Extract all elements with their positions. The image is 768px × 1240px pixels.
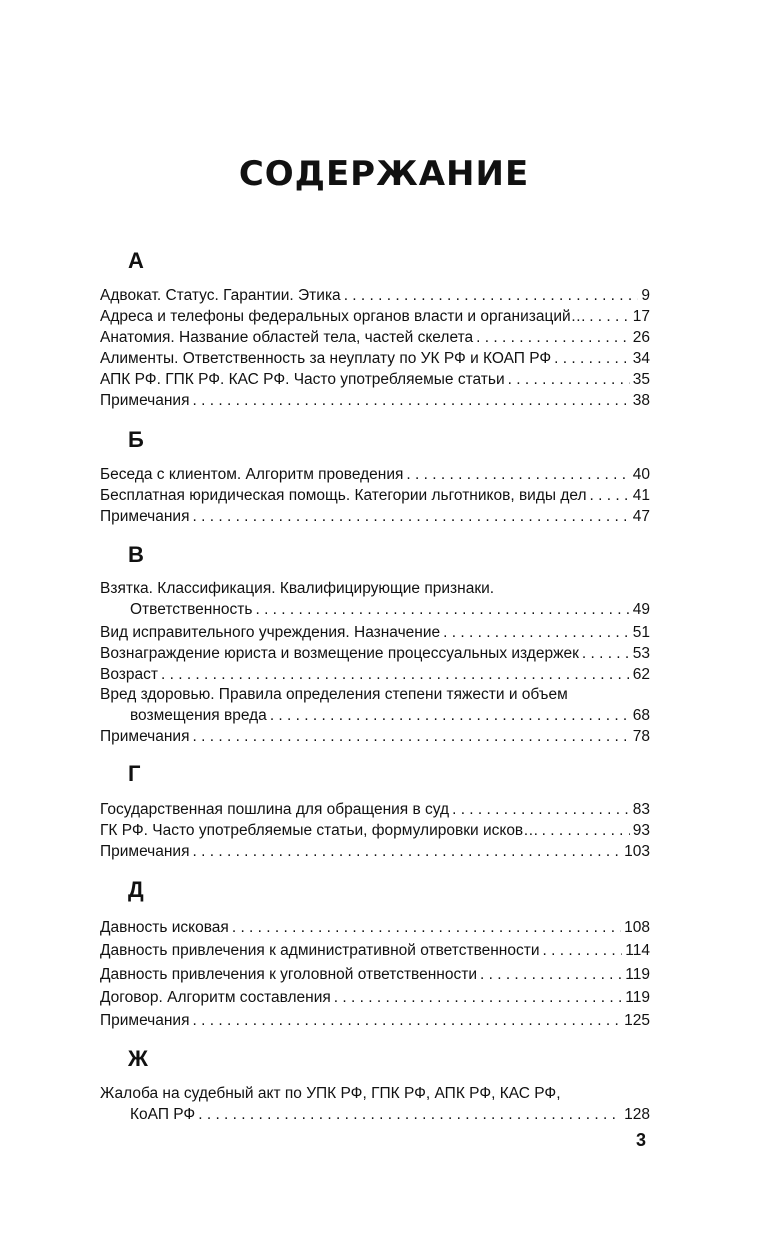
toc-entry-title: АПК РФ. ГПК РФ. КАС РФ. Часто употребляемые статьи <box>100 371 505 388</box>
toc-entry-page: 119 <box>625 989 650 1006</box>
toc-entry[interactable] <box>100 285 650 307</box>
toc-entry-title: Беседа с клиентом. Алгоритм проведения <box>100 466 404 483</box>
toc-entry[interactable] <box>100 664 650 686</box>
toc-entry-title: Вид исправительного учреждения. Назначение <box>100 624 441 641</box>
toc-entry[interactable] <box>100 987 650 1009</box>
toc-entry-title: КоАП РФ <box>130 1106 196 1123</box>
toc-entry-title: Давность исковая <box>100 919 229 936</box>
dot-leader <box>255 599 629 621</box>
dot-leader <box>344 285 639 307</box>
toc-entry-title: ГК РФ. Часто употребляемые статьи, формулировки исков… <box>100 822 539 839</box>
page-number: 3 <box>636 1130 647 1150</box>
toc-entry[interactable] <box>100 820 650 842</box>
toc-entry[interactable] <box>100 506 650 528</box>
dot-leader <box>198 1104 621 1126</box>
dot-leader <box>270 705 630 727</box>
toc-entry[interactable] <box>100 799 650 821</box>
dot-leader <box>543 940 623 962</box>
section-letter: Б <box>128 427 144 452</box>
toc-entry-title: Ответственность <box>130 601 253 618</box>
dot-leader <box>589 306 630 328</box>
dot-leader <box>542 820 630 842</box>
toc-entry-title: Государственная пошлина для обращения в суд <box>100 801 450 818</box>
toc-entry[interactable] <box>130 599 650 621</box>
toc-entry-page: 53 <box>632 645 650 662</box>
toc-entry-title: Возраст <box>100 666 158 683</box>
toc-entry[interactable] <box>100 1010 650 1032</box>
toc-entry-first-line: Вред здоровью. Правила определения степени тяжести и объем <box>100 686 568 703</box>
section-letter: Г <box>128 761 141 786</box>
toc-entry[interactable] <box>130 705 650 727</box>
toc-entry-title: Примечания <box>100 1012 190 1029</box>
toc-entry[interactable] <box>100 841 650 863</box>
toc-entry[interactable] <box>100 622 650 644</box>
toc-entry-title: Адвокат. Статус. Гарантии. Этика <box>100 287 341 304</box>
toc-entry-page: 68 <box>632 707 650 724</box>
toc-entry-title: Адреса и телефоны федеральных органов власти и организаций… <box>100 308 587 325</box>
dot-leader <box>480 964 622 986</box>
dot-leader <box>590 485 630 507</box>
section-letter: Д <box>128 877 144 902</box>
toc-entry-page: 108 <box>624 919 650 936</box>
dot-leader <box>161 664 630 686</box>
dot-leader <box>554 348 630 370</box>
toc-entry[interactable] <box>100 643 650 665</box>
toc-entry-page: 9 <box>641 287 650 304</box>
toc-entry-page: 49 <box>632 601 650 618</box>
toc-entry-page: 128 <box>624 1106 650 1123</box>
toc-entry-page: 34 <box>632 350 650 367</box>
toc-entry-title: Примечания <box>100 392 190 409</box>
toc-entry-page: 78 <box>632 728 650 745</box>
toc-entry-page: 83 <box>632 801 650 818</box>
toc-entry[interactable] <box>100 306 650 328</box>
toc-entry[interactable] <box>100 726 650 748</box>
section-letter: В <box>128 542 144 567</box>
toc-entry[interactable] <box>100 369 650 391</box>
toc-entry-page: 40 <box>632 466 650 483</box>
toc-entry[interactable] <box>100 940 650 962</box>
toc-entry[interactable] <box>100 964 650 986</box>
toc-entry-page: 41 <box>632 487 650 504</box>
toc-entry[interactable] <box>100 917 650 939</box>
dot-leader <box>193 1010 622 1032</box>
dot-leader <box>508 369 630 391</box>
toc-entry-page: 93 <box>632 822 650 839</box>
toc-entry-title: Договор. Алгоритм составления <box>100 989 331 1006</box>
toc-entry-title: Алименты. Ответственность за неуплату по УК РФ и КОАП РФ <box>100 350 552 367</box>
toc-entry-page: 114 <box>625 942 650 959</box>
toc-entry-title: Анатомия. Название областей тела, частей скелета <box>100 329 474 346</box>
dot-leader <box>582 643 630 665</box>
toc-entry-title: Примечания <box>100 843 190 860</box>
dot-leader <box>193 726 630 748</box>
toc-entry[interactable] <box>100 390 650 412</box>
toc-entry-title: Давность привлечения к уголовной ответственности <box>100 966 477 983</box>
toc-entry-page: 38 <box>632 392 650 409</box>
toc-entry-page: 17 <box>632 308 650 325</box>
toc-entry-first-line: Жалоба на судебный акт по УПК РФ, ГПК РФ, АПК РФ, КАС РФ, <box>100 1085 561 1102</box>
toc-entry-page: 103 <box>624 843 650 860</box>
dot-leader <box>193 390 630 412</box>
toc-entry-title: Примечания <box>100 728 190 745</box>
toc-entry[interactable] <box>100 348 650 370</box>
toc-entry-page: 119 <box>625 966 650 983</box>
page-title: СОДЕРЖАНИЕ <box>238 154 530 194</box>
toc-entry-page: 35 <box>632 371 650 388</box>
toc-entry-page: 51 <box>632 624 650 641</box>
toc-entry-page: 62 <box>632 666 650 683</box>
toc-entry-title: Примечания <box>100 508 190 525</box>
dot-leader <box>232 917 621 939</box>
dot-leader <box>443 622 630 644</box>
toc-entry-first-line: Взятка. Классификация. Квалифицирующие признаки. <box>100 580 495 597</box>
toc-entry-title: Давность привлечения к административной ответственности <box>100 942 540 959</box>
toc-entry-page: 125 <box>624 1012 650 1029</box>
toc-entry[interactable] <box>100 327 650 349</box>
toc-entry-page: 47 <box>632 508 650 525</box>
toc-entry-title: Вознаграждение юриста и возмещение процессуальных издержек <box>100 645 579 662</box>
toc-entry[interactable] <box>100 485 650 507</box>
dot-leader <box>476 327 630 349</box>
dot-leader <box>334 987 622 1009</box>
dot-leader <box>452 799 630 821</box>
section-letter: А <box>128 248 144 273</box>
toc-entry[interactable] <box>100 464 650 486</box>
toc-entry[interactable] <box>130 1104 650 1126</box>
toc-entry-title: возмещения вреда <box>130 707 267 724</box>
toc-entry-page: 26 <box>632 329 650 346</box>
toc-entry-title: Бесплатная юридическая помощь. Категории льготников, виды дел <box>100 487 587 504</box>
section-letter: Ж <box>128 1046 148 1071</box>
dot-leader <box>193 506 630 528</box>
dot-leader <box>193 841 622 863</box>
dot-leader <box>406 464 629 486</box>
